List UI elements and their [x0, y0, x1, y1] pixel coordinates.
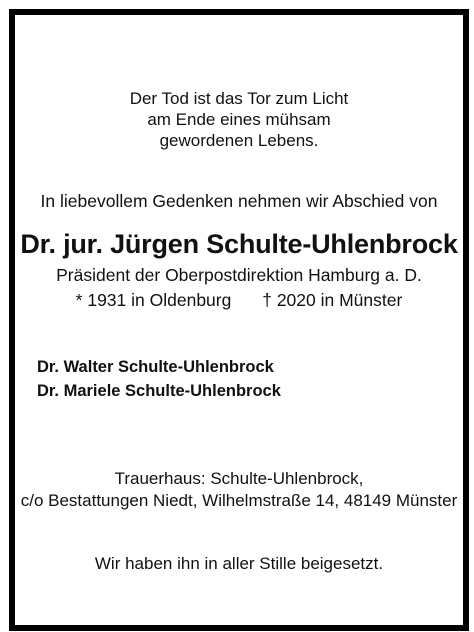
family-mourners	[37, 355, 281, 403]
mourner-name: Dr. Mariele Schulte-Uhlenbrock	[37, 382, 281, 400]
motto-line-3: gewordenen Lebens.	[159, 131, 319, 150]
deceased-title: Präsident der Oberpostdirektion Hamburg a. D.	[56, 265, 422, 285]
motto-line-2: am Ende eines mühsam	[147, 110, 331, 129]
address-line-1: Trauerhaus: Schulte-Uhlenbrock,	[114, 469, 364, 488]
address-line-2: c/o Bestattungen Niedt, Wilhelmstraße 14, 48149 Münster	[20, 491, 458, 510]
death-date: † 2020 in Münster	[262, 290, 403, 310]
motto-line-1: Der Tod ist das Tor zum Licht	[129, 89, 349, 108]
closing-text: Wir haben ihn in aller Stille beigesetzt.	[94, 554, 384, 573]
mourning-address	[15, 468, 463, 512]
life-dates	[15, 290, 463, 311]
deceased-name: Dr. jur. Jürgen Schulte-Uhlenbrock	[20, 229, 458, 259]
mourner-name: Dr. Walter Schulte-Uhlenbrock	[37, 358, 274, 376]
obituary-frame	[9, 9, 469, 631]
birth-date: * 1931 in Oldenburg	[75, 290, 232, 310]
intro-text: In liebevollem Gedenken nehmen wir Abschied von	[40, 191, 438, 211]
motto-verse	[15, 88, 463, 151]
